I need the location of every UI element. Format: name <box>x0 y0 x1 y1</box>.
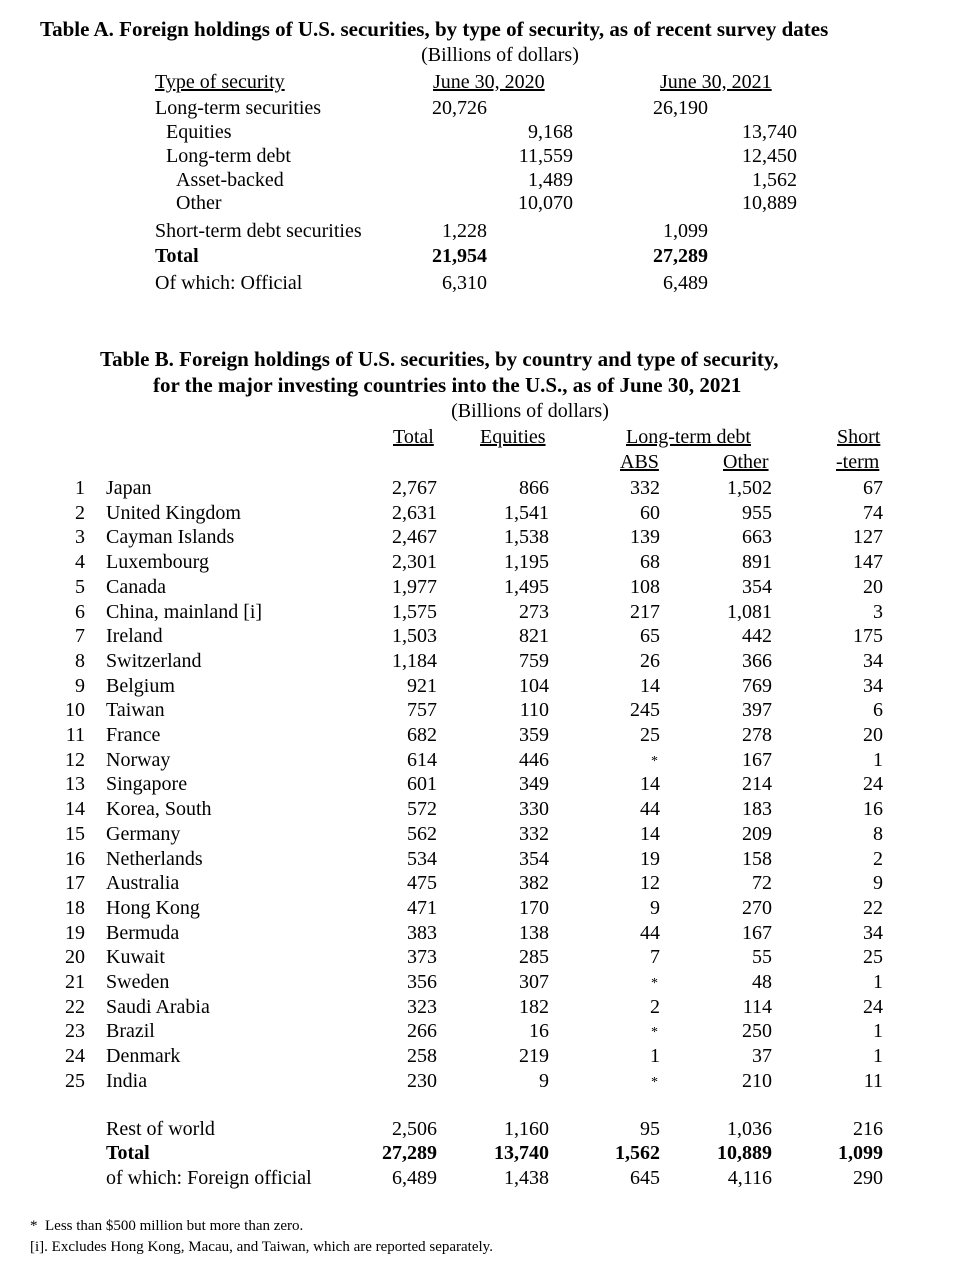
table-a-header-2020: June 30, 2020 <box>433 71 545 93</box>
cell-other: 1,502 <box>727 477 772 499</box>
cell-short: 34 <box>863 921 883 944</box>
cell-country: Switzerland <box>106 649 202 672</box>
cell-short: 24 <box>863 995 883 1018</box>
value-2021: 10,889 <box>742 192 797 214</box>
cell-equities: 821 <box>519 625 549 648</box>
cell-short: 16 <box>863 798 883 821</box>
cell-total: 757 <box>407 699 437 722</box>
cell-total: 373 <box>407 946 437 969</box>
cell-abs: 217 <box>630 600 660 623</box>
cell-short: 25 <box>863 946 883 969</box>
cell-abs: 1 <box>650 1045 660 1068</box>
cell-total: 383 <box>407 921 437 944</box>
cell-rank: 4 <box>75 551 85 574</box>
cell-country: Hong Kong <box>106 896 200 919</box>
cell-other: 48 <box>752 971 772 993</box>
table-row <box>0 526 975 550</box>
header-term: -term <box>836 451 880 473</box>
value-2021: 26,190 <box>653 97 708 119</box>
cell-equities: 219 <box>519 1045 549 1068</box>
cell-total: 323 <box>407 995 437 1018</box>
cell-rank: 14 <box>65 798 85 821</box>
cell-country: Singapore <box>106 773 188 796</box>
cell-equities: 332 <box>519 822 549 845</box>
cell-other: 891 <box>742 551 772 574</box>
cell-other: 209 <box>742 822 772 845</box>
cell-short: 175 <box>853 625 883 648</box>
cell-country: Ireland <box>106 625 163 648</box>
table-row <box>0 477 975 501</box>
cell-total: 475 <box>407 872 437 895</box>
cell-rank: 16 <box>65 847 85 870</box>
value-2021: 1,099 <box>663 220 708 242</box>
cell-country: Taiwan <box>106 699 165 722</box>
value-2020: 11,559 <box>518 145 573 167</box>
table-row <box>0 1045 975 1069</box>
cell-abs: 44 <box>640 798 660 821</box>
value-2021: 6,489 <box>663 272 708 294</box>
cell-short: 1 <box>873 1020 883 1043</box>
cell-other: 397 <box>742 699 772 722</box>
footnote-i: [i]. Excludes Hong Kong, Macau, and Taiwan, which are reported separately. <box>30 1239 493 1255</box>
cell-total: 2,301 <box>392 551 437 574</box>
cell-abs: 65 <box>640 625 660 648</box>
cell-equities: 16 <box>529 1020 549 1043</box>
row-label: Equities <box>166 121 232 143</box>
table-row <box>0 848 975 872</box>
cell-equities: 1,438 <box>504 1167 549 1189</box>
cell-country: Luxembourg <box>106 551 209 574</box>
cell-equities: 330 <box>519 798 549 821</box>
table-row <box>0 675 975 699</box>
cell-country: Belgium <box>106 674 175 697</box>
cell-short: 3 <box>873 600 883 623</box>
table-a-header-type: Type of security <box>155 71 285 93</box>
cell-country: Kuwait <box>106 946 165 969</box>
cell-total: 258 <box>407 1045 437 1068</box>
value-2020: 9,168 <box>528 121 573 143</box>
header-long-term-debt: Long-term debt <box>626 426 751 448</box>
cell-total: 562 <box>407 822 437 845</box>
cell-short: 9 <box>873 872 883 895</box>
cell-rank: 17 <box>65 872 85 895</box>
cell-abs: 19 <box>640 847 660 870</box>
table-row <box>0 625 975 649</box>
value-2020: 21,954 <box>432 245 487 267</box>
cell-abs: 26 <box>640 649 660 672</box>
cell-equities: 273 <box>519 600 549 623</box>
table-row <box>0 823 975 847</box>
cell-rank: 21 <box>65 971 85 993</box>
cell-equities: 170 <box>519 896 549 919</box>
row-label: Of which: Official <box>155 272 303 294</box>
value-2020: 20,726 <box>432 97 487 119</box>
cell-total: 266 <box>407 1020 437 1043</box>
cell-country: Germany <box>106 822 181 845</box>
cell-short: 34 <box>863 649 883 672</box>
cell-equities: 1,541 <box>504 501 549 524</box>
cell-equities: 9 <box>539 1069 549 1092</box>
cell-total: 2,631 <box>392 501 437 524</box>
cell-other: 769 <box>742 674 772 697</box>
cell-equities: 1,538 <box>504 526 549 549</box>
cell-other: 210 <box>742 1069 772 1092</box>
cell-short: 2 <box>873 847 883 870</box>
cell-abs: * <box>651 1074 658 1090</box>
table-row <box>0 946 975 970</box>
cell-other: 1,081 <box>727 600 772 623</box>
cell-short: 67 <box>863 477 883 499</box>
row-label: Other <box>176 192 222 214</box>
table-row <box>0 971 975 995</box>
cell-country: Denmark <box>106 1045 181 1068</box>
header-other: Other <box>723 451 769 473</box>
table-row <box>0 1020 975 1044</box>
cell-total: 27,289 <box>382 1142 437 1164</box>
cell-abs: 95 <box>640 1118 660 1140</box>
cell-equities: 110 <box>519 699 549 722</box>
header-short: Short <box>837 426 881 448</box>
cell-other: 442 <box>742 625 772 648</box>
table-row <box>0 872 975 896</box>
cell-rank: 9 <box>75 674 85 697</box>
cell-country: Brazil <box>106 1020 155 1043</box>
cell-rank: 20 <box>65 946 85 969</box>
cell-total: 2,467 <box>392 526 437 549</box>
cell-total: 601 <box>407 773 437 796</box>
value-2020: 1,489 <box>528 169 573 191</box>
cell-equities: 1,195 <box>504 551 549 574</box>
cell-rank: 11 <box>65 724 85 746</box>
cell-total: 614 <box>407 748 437 771</box>
cell-country: Canada <box>106 575 166 598</box>
cell-abs: 12 <box>640 872 660 895</box>
cell-total: 921 <box>407 674 437 697</box>
row-label: Rest of world <box>106 1118 215 1140</box>
cell-abs: 60 <box>640 501 660 524</box>
header-total: Total <box>393 426 434 448</box>
cell-equities: 354 <box>519 847 549 870</box>
value-2020: 6,310 <box>442 272 487 294</box>
cell-other: 250 <box>742 1020 772 1043</box>
cell-country: Saudi Arabia <box>106 995 210 1018</box>
table-a-unit: (Billions of dollars) <box>421 44 579 66</box>
cell-country: Sweden <box>106 971 170 993</box>
cell-equities: 138 <box>519 921 549 944</box>
cell-total: 1,184 <box>392 649 437 672</box>
table-row <box>0 996 975 1020</box>
cell-country: India <box>106 1069 148 1092</box>
cell-other: 1,036 <box>727 1118 772 1140</box>
table-row <box>0 699 975 723</box>
cell-abs: 1,562 <box>615 1142 660 1164</box>
cell-other: 72 <box>752 872 772 895</box>
cell-rank: 18 <box>65 896 85 919</box>
table-row <box>0 749 975 773</box>
cell-equities: 382 <box>519 872 549 895</box>
cell-equities: 1,160 <box>504 1118 549 1140</box>
cell-country: Japan <box>106 477 152 499</box>
cell-abs: 14 <box>640 773 660 796</box>
table-row <box>0 922 975 946</box>
value-2020: 10,070 <box>518 192 573 214</box>
cell-total: 534 <box>407 847 437 870</box>
row-label: Asset-backed <box>176 169 284 191</box>
cell-total: 1,977 <box>392 575 437 598</box>
value-2021: 27,289 <box>653 245 708 267</box>
row-label: Long-term securities <box>155 97 322 119</box>
cell-other: 366 <box>742 649 772 672</box>
table-row <box>0 897 975 921</box>
row-label: of which: Foreign official <box>106 1167 312 1189</box>
cell-rank: 24 <box>65 1045 85 1068</box>
cell-short: 8 <box>873 822 883 845</box>
cell-country: United Kingdom <box>106 501 241 524</box>
footnote-star-text: Less than $500 million but more than zero. <box>45 1218 304 1234</box>
cell-abs: 68 <box>640 551 660 574</box>
row-label: Long-term debt <box>166 145 291 167</box>
summary-row-rest-of-world <box>0 1118 975 1142</box>
cell-rank: 13 <box>65 773 85 796</box>
cell-short: 24 <box>863 773 883 796</box>
cell-country: Korea, South <box>106 798 212 821</box>
table-row <box>0 1070 975 1094</box>
header-equities: Equities <box>480 426 546 448</box>
table-a-header-2021: June 30, 2021 <box>660 71 772 93</box>
cell-abs: 7 <box>650 946 660 969</box>
cell-country: Norway <box>106 748 171 771</box>
cell-abs: * <box>651 753 658 769</box>
cell-short: 1 <box>873 971 883 993</box>
footnote-star <box>30 1217 303 1235</box>
cell-rank: 2 <box>75 501 85 524</box>
cell-abs: 14 <box>640 674 660 697</box>
cell-rank: 22 <box>65 995 85 1018</box>
cell-short: 127 <box>853 526 883 549</box>
cell-abs: 2 <box>650 995 660 1018</box>
cell-country: France <box>106 724 161 746</box>
cell-other: 10,889 <box>717 1142 772 1164</box>
cell-short: 11 <box>863 1069 883 1092</box>
cell-abs: 245 <box>630 699 660 722</box>
cell-country: China, mainland [i] <box>106 600 263 623</box>
cell-equities: 104 <box>519 674 549 697</box>
row-label: Total <box>106 1142 150 1164</box>
cell-equities: 307 <box>519 971 549 993</box>
cell-other: 183 <box>742 798 772 821</box>
cell-short: 6 <box>873 699 883 722</box>
cell-short: 20 <box>863 575 883 598</box>
cell-total: 6,489 <box>392 1167 437 1189</box>
table-row <box>0 551 975 575</box>
cell-rank: 15 <box>65 822 85 845</box>
cell-short: 1 <box>873 748 883 771</box>
cell-other: 278 <box>742 724 772 746</box>
cell-other: 270 <box>742 896 772 919</box>
cell-other: 214 <box>742 773 772 796</box>
cell-other: 167 <box>742 921 772 944</box>
cell-rank: 5 <box>75 575 85 598</box>
cell-other: 158 <box>742 847 772 870</box>
cell-country: Australia <box>106 872 180 895</box>
table-row <box>0 724 975 748</box>
cell-short: 34 <box>863 674 883 697</box>
summary-row-official <box>0 1167 975 1191</box>
row-label: Total <box>155 245 199 267</box>
cell-rank: 12 <box>65 748 85 771</box>
cell-short: 1 <box>873 1045 883 1068</box>
table-row <box>0 650 975 674</box>
cell-abs: 9 <box>650 896 660 919</box>
cell-rank: 1 <box>75 477 85 499</box>
cell-other: 4,116 <box>727 1167 772 1189</box>
cell-short: 20 <box>863 724 883 746</box>
cell-rank: 3 <box>75 526 85 549</box>
cell-rank: 25 <box>65 1069 85 1092</box>
cell-other: 167 <box>742 748 772 771</box>
cell-total: 2,767 <box>392 477 437 499</box>
cell-other: 114 <box>742 995 772 1018</box>
cell-equities: 759 <box>519 649 549 672</box>
cell-abs: 108 <box>630 575 660 598</box>
cell-short: 22 <box>863 896 883 919</box>
cell-equities: 866 <box>519 477 549 499</box>
cell-abs: 332 <box>630 477 660 499</box>
table-row <box>0 773 975 797</box>
cell-equities: 349 <box>519 773 549 796</box>
cell-equities: 182 <box>519 995 549 1018</box>
cell-abs: 44 <box>640 921 660 944</box>
cell-abs: * <box>651 1025 658 1041</box>
cell-rank: 10 <box>65 699 85 722</box>
asterisk-mark: * <box>30 1218 38 1234</box>
cell-abs: 645 <box>630 1167 660 1189</box>
cell-rank: 6 <box>75 600 85 623</box>
table-row <box>0 798 975 822</box>
cell-equities: 285 <box>519 946 549 969</box>
cell-other: 37 <box>752 1045 772 1068</box>
table-b-title-line1: Table B. Foreign holdings of U.S. securities, by country and type of security, <box>100 347 779 371</box>
cell-rank: 8 <box>75 649 85 672</box>
cell-other: 955 <box>742 501 772 524</box>
cell-abs: 25 <box>640 724 660 746</box>
cell-total: 356 <box>407 971 437 993</box>
cell-country: Cayman Islands <box>106 526 235 549</box>
cell-country: Bermuda <box>106 921 180 944</box>
cell-rank: 19 <box>65 921 85 944</box>
cell-other: 663 <box>742 526 772 549</box>
cell-abs: 139 <box>630 526 660 549</box>
cell-total: 2,506 <box>392 1118 437 1140</box>
table-b-title-line2: for the major investing countries into the U.S., as of June 30, 2021 <box>153 373 742 397</box>
cell-total: 1,503 <box>392 625 437 648</box>
table-row <box>0 576 975 600</box>
cell-rank: 23 <box>65 1020 85 1043</box>
cell-equities: 1,495 <box>504 575 549 598</box>
value-2021: 12,450 <box>742 145 797 167</box>
header-abs: ABS <box>620 451 659 473</box>
summary-row-total <box>0 1142 975 1166</box>
cell-short: 1,099 <box>838 1142 883 1164</box>
value-2020: 1,228 <box>442 220 487 242</box>
cell-short: 290 <box>853 1167 883 1189</box>
cell-country: Netherlands <box>106 847 203 870</box>
cell-abs: 14 <box>640 822 660 845</box>
table-row <box>0 601 975 625</box>
cell-equities: 13,740 <box>494 1142 549 1164</box>
value-2021: 1,562 <box>752 169 797 191</box>
value-2021: 13,740 <box>742 121 797 143</box>
cell-total: 1,575 <box>392 600 437 623</box>
cell-total: 682 <box>407 724 437 746</box>
cell-short: 147 <box>853 551 883 574</box>
table-row <box>0 502 975 526</box>
table-b-unit: (Billions of dollars) <box>451 400 609 422</box>
cell-short: 216 <box>853 1118 883 1140</box>
cell-other: 55 <box>752 946 772 969</box>
cell-total: 471 <box>407 896 437 919</box>
cell-short: 74 <box>863 501 883 524</box>
cell-equities: 359 <box>519 724 549 746</box>
cell-rank: 7 <box>75 625 85 648</box>
cell-total: 572 <box>407 798 437 821</box>
cell-equities: 446 <box>519 748 549 771</box>
cell-other: 354 <box>742 575 772 598</box>
cell-total: 230 <box>407 1069 437 1092</box>
cell-abs: * <box>651 976 658 991</box>
row-label: Short-term debt securities <box>155 220 362 242</box>
table-a-title: Table A. Foreign holdings of U.S. securities, by type of security, as of recent survey dates <box>40 17 829 41</box>
